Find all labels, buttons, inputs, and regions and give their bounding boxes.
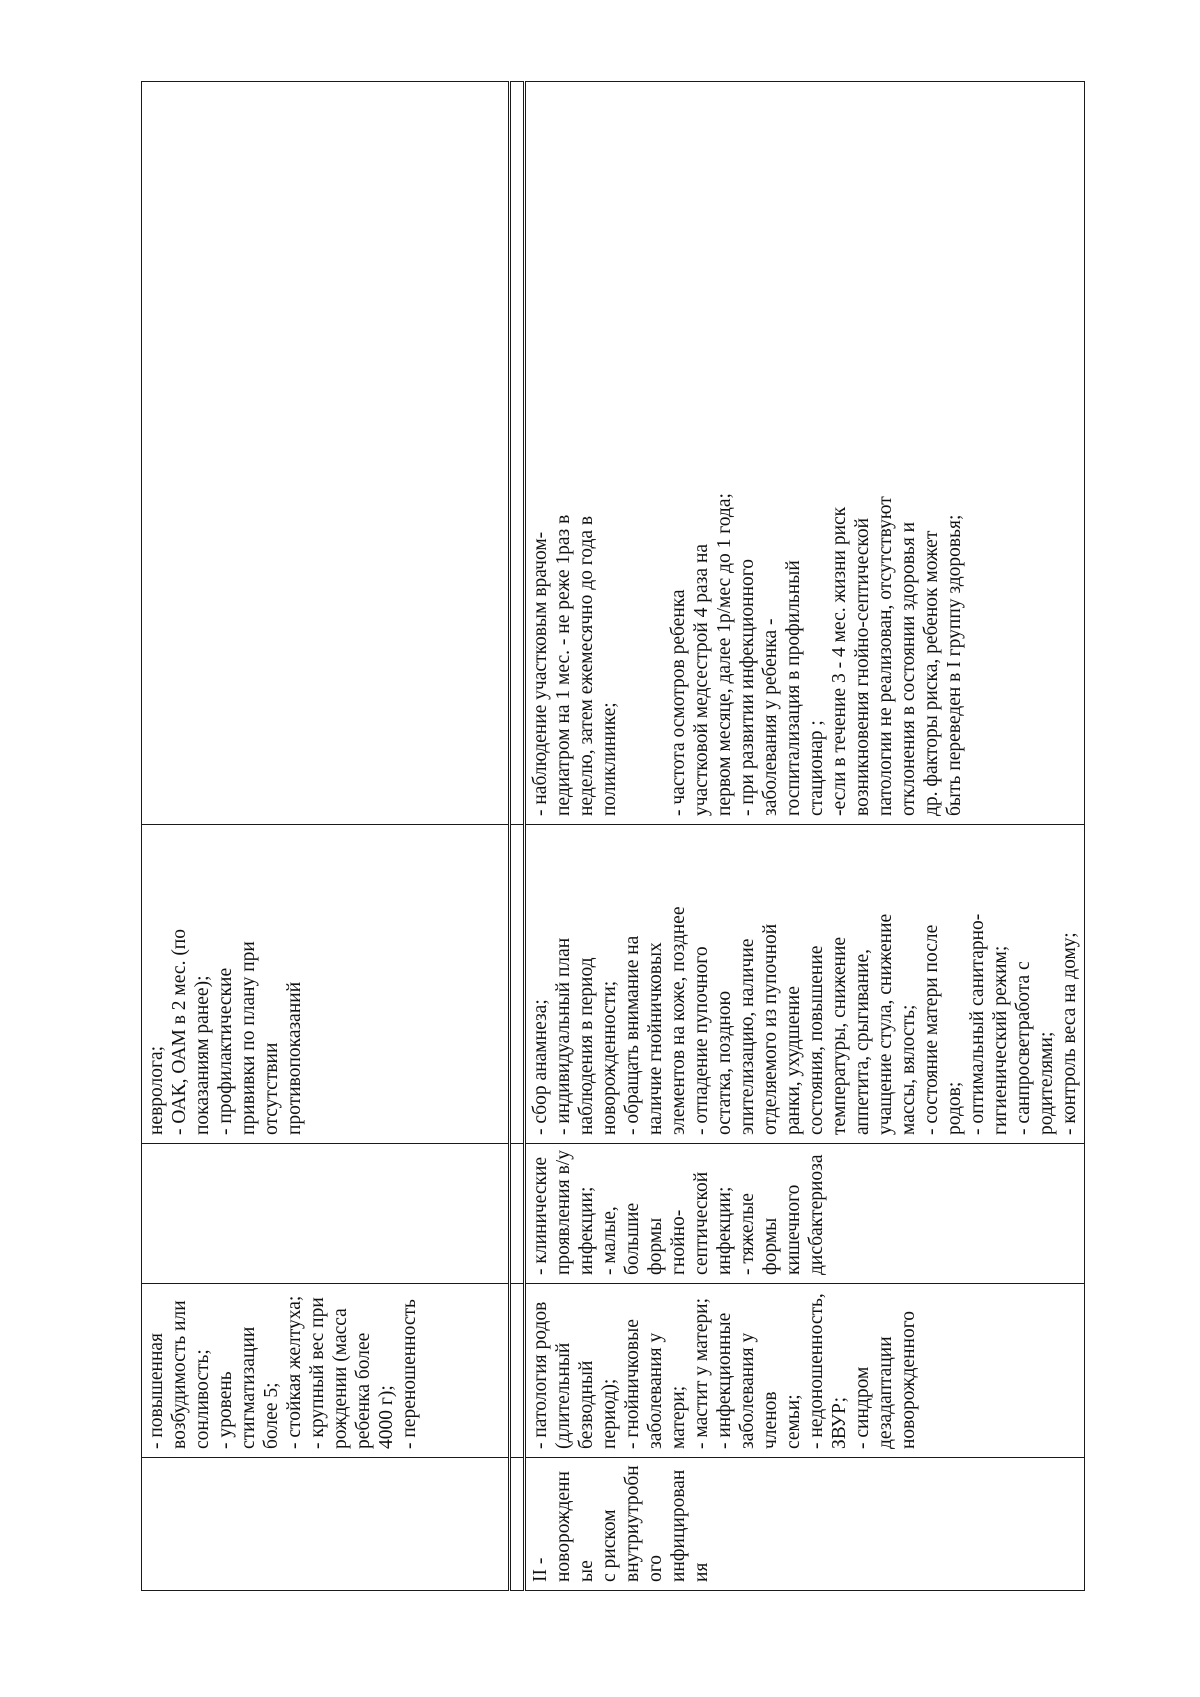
cell-text-line: дезадаптации <box>875 1336 896 1449</box>
cell-text-line: стигматизации более 5; <box>238 1326 282 1449</box>
cell-text-line: педиатром на 1 мес. - не реже 1раз в <box>553 514 574 816</box>
cell-text-line: II - <box>530 1557 551 1582</box>
cell-text-line: состояния, повышение <box>806 945 827 1135</box>
cell-text-line: внутриутробного <box>622 1465 666 1582</box>
cell-measures-top <box>142 825 510 1144</box>
cell-text-line: заболевания у ребенка - <box>760 618 781 816</box>
cell-text-line: дисбактериоза <box>806 1154 827 1275</box>
cell-text-line: ранки, ухудшение <box>783 986 804 1135</box>
cell-text-line: - недоношенность, <box>806 1293 827 1449</box>
cell-text-line: прививки по плану при <box>238 941 259 1135</box>
cell-text-line: участковой медсестрой 4 раза на <box>691 543 712 816</box>
cell-group-top <box>142 1458 510 1591</box>
cell-text-line: - гнойничковые <box>622 1319 643 1449</box>
cell-text-line <box>621 88 644 816</box>
cell-text-line: патологии не реализован, отсутствуют <box>875 496 896 816</box>
cell-text-line: отклонения в состоянии здоровья и <box>898 521 919 816</box>
cell-text-line: родителями; <box>1036 1031 1057 1135</box>
cell-text-line: - уровень <box>215 1371 236 1449</box>
cell-text-line: родов; <box>944 1081 965 1135</box>
observation-table <box>141 81 1085 1591</box>
cell-measures <box>525 825 1085 1144</box>
separator-cell <box>510 1284 525 1458</box>
cell-text-line: - переношенность <box>399 1299 420 1449</box>
cell-text-line: первом месяце, далее 1р/мес до 1 года; <box>714 493 735 816</box>
cell-text-line: остатка, поздною <box>714 990 735 1135</box>
cell-text-line: кишечного <box>783 1184 804 1275</box>
cell-text-line: большие формы <box>622 1202 666 1275</box>
cell-text-line: - крупный вес при <box>307 1297 328 1449</box>
cell-text-line: ребенка более 4000 г); <box>353 1332 397 1449</box>
cell-text-line: сонливость; <box>192 1349 213 1449</box>
cell-text-line: - клинические <box>530 1156 551 1275</box>
cell-manifestations-top <box>142 1144 510 1284</box>
separator-cell <box>510 82 525 825</box>
cell-text-line: - отпадение пупочного <box>691 946 712 1135</box>
cell-text-line: инфицирования <box>668 1469 712 1582</box>
cell-text-line: наблюдения в период <box>576 957 597 1135</box>
cell-text-line: гнойно- <box>668 1209 689 1275</box>
cell-risk-factors-top <box>142 1284 510 1458</box>
cell-text-line: инфекции; <box>714 1186 735 1275</box>
cell-text-line: - контроль веса на дому; <box>1059 932 1080 1135</box>
cell-text-line: безводный период); <box>576 1360 620 1449</box>
cell-text-line: стационар ; <box>806 720 827 816</box>
cell-text-line: заболевания у матери; <box>645 1332 689 1449</box>
cell-text-line: - тяжелые <box>737 1193 758 1275</box>
cell-text-line: (длительный <box>553 1342 574 1449</box>
cell-text-line: быть переведен в I группу здоровья; <box>944 514 965 816</box>
separator-cell <box>510 1144 525 1284</box>
cell-text-line: - малые, <box>599 1206 620 1275</box>
cell-text-line: новорожденные <box>553 1471 597 1582</box>
cell-text-line: новорожденности; <box>599 980 620 1135</box>
cell-text-line: возбудимость или <box>169 1300 190 1449</box>
cell-text-line: рождении (масса <box>330 1308 351 1449</box>
cell-text-line: - частота осмотров ребенка <box>668 589 689 816</box>
cell-text-line: возникновения гнойно-септической <box>852 517 873 816</box>
cell-risk-factors <box>525 1284 1085 1458</box>
separator-cell <box>510 825 525 1144</box>
cell-text-line: массы, вялость; <box>898 1004 919 1135</box>
cell-text-line: семьи; <box>783 1394 804 1449</box>
cell-text-line: - сбор анамнеза; <box>530 999 551 1135</box>
cell-text-line: - профилактические <box>215 967 236 1135</box>
cell-text-line: новорожденного <box>898 1311 919 1449</box>
cell-text-line: гигиенический режим; <box>990 945 1011 1135</box>
table-row-group-ii <box>525 82 1085 1591</box>
cell-text-line: - повышенная <box>146 1332 167 1449</box>
cell-text-line: с риском <box>599 1509 620 1582</box>
cell-text-line: - оптимальный санитарно- <box>967 913 988 1135</box>
cell-text-line: - санпросветработа с <box>1013 961 1034 1135</box>
cell-text-line: - состояние матери после <box>921 924 942 1135</box>
cell-text-line: формы <box>760 1217 781 1275</box>
cell-text-line: противопоказаний <box>284 981 305 1135</box>
cell-text-line: наличие гнойничковых <box>645 942 666 1135</box>
cell-text-line: эпителизацию, наличие <box>737 938 758 1135</box>
rotated-table-container <box>141 82 1080 1591</box>
cell-text-line <box>644 88 667 816</box>
cell-text-line: показаниям ранее); <box>192 975 213 1135</box>
cell-text-line: госпитализация в профильный <box>783 560 804 816</box>
cell-text-line: септической <box>691 1171 712 1275</box>
cell-text-line: - стойкая желтуха; <box>284 1295 305 1449</box>
separator-cell <box>510 1458 525 1591</box>
cell-text-line: -если в течение 3 - 4 мес. жизни риск <box>829 506 850 816</box>
cell-text-line: учащение стула, снижение <box>875 913 896 1135</box>
cell-text-line: - инфекционные <box>714 1312 735 1449</box>
cell-text-line: - при развитии инфекционного <box>737 558 758 816</box>
cell-text-line: др. факторы риска, ребенок может <box>921 530 942 816</box>
cell-text-line: - ОАК, ОАМ в 2 мес. (по <box>169 929 190 1135</box>
cell-observation-top <box>142 82 510 825</box>
cell-text-line: инфекции; <box>576 1186 597 1275</box>
cell-text-line: - синдром <box>852 1366 873 1449</box>
cell-text-line: невролога; <box>146 1045 167 1135</box>
cell-group-ii <box>525 1458 1085 1591</box>
cell-text-line: - наблюдение участковым врачом- <box>530 531 551 816</box>
cell-text-line: отделяемого из пупочной <box>760 923 781 1135</box>
cell-text-line: проявления в/у <box>553 1150 574 1275</box>
cell-text-line: - мастит у матери; <box>691 1297 712 1449</box>
cell-text-line: заболевания у членов <box>737 1332 781 1449</box>
cell-text-line: - индивидуальный план <box>553 937 574 1135</box>
cell-text-line: поликлинике; <box>599 702 620 816</box>
table-row-separator <box>510 82 525 1591</box>
cell-text-line: отсутствии <box>261 1042 282 1135</box>
table-row-continuation <box>142 82 510 1591</box>
cell-text-line: - патология родов <box>530 1301 551 1449</box>
cell-observation <box>525 82 1085 825</box>
cell-text-line: неделю, затем ежемесячно до года в <box>576 515 597 816</box>
cell-text-line: аппетита, срыгивание, <box>852 949 873 1135</box>
cell-text-line: температуры, снижение <box>829 936 850 1135</box>
cell-text-line: ЗВУР; <box>829 1397 850 1449</box>
cell-text-line: элементов на коже, позднее <box>668 906 689 1135</box>
cell-text-line: - обращать внимание на <box>622 935 643 1135</box>
cell-manifestations <box>525 1144 1085 1284</box>
